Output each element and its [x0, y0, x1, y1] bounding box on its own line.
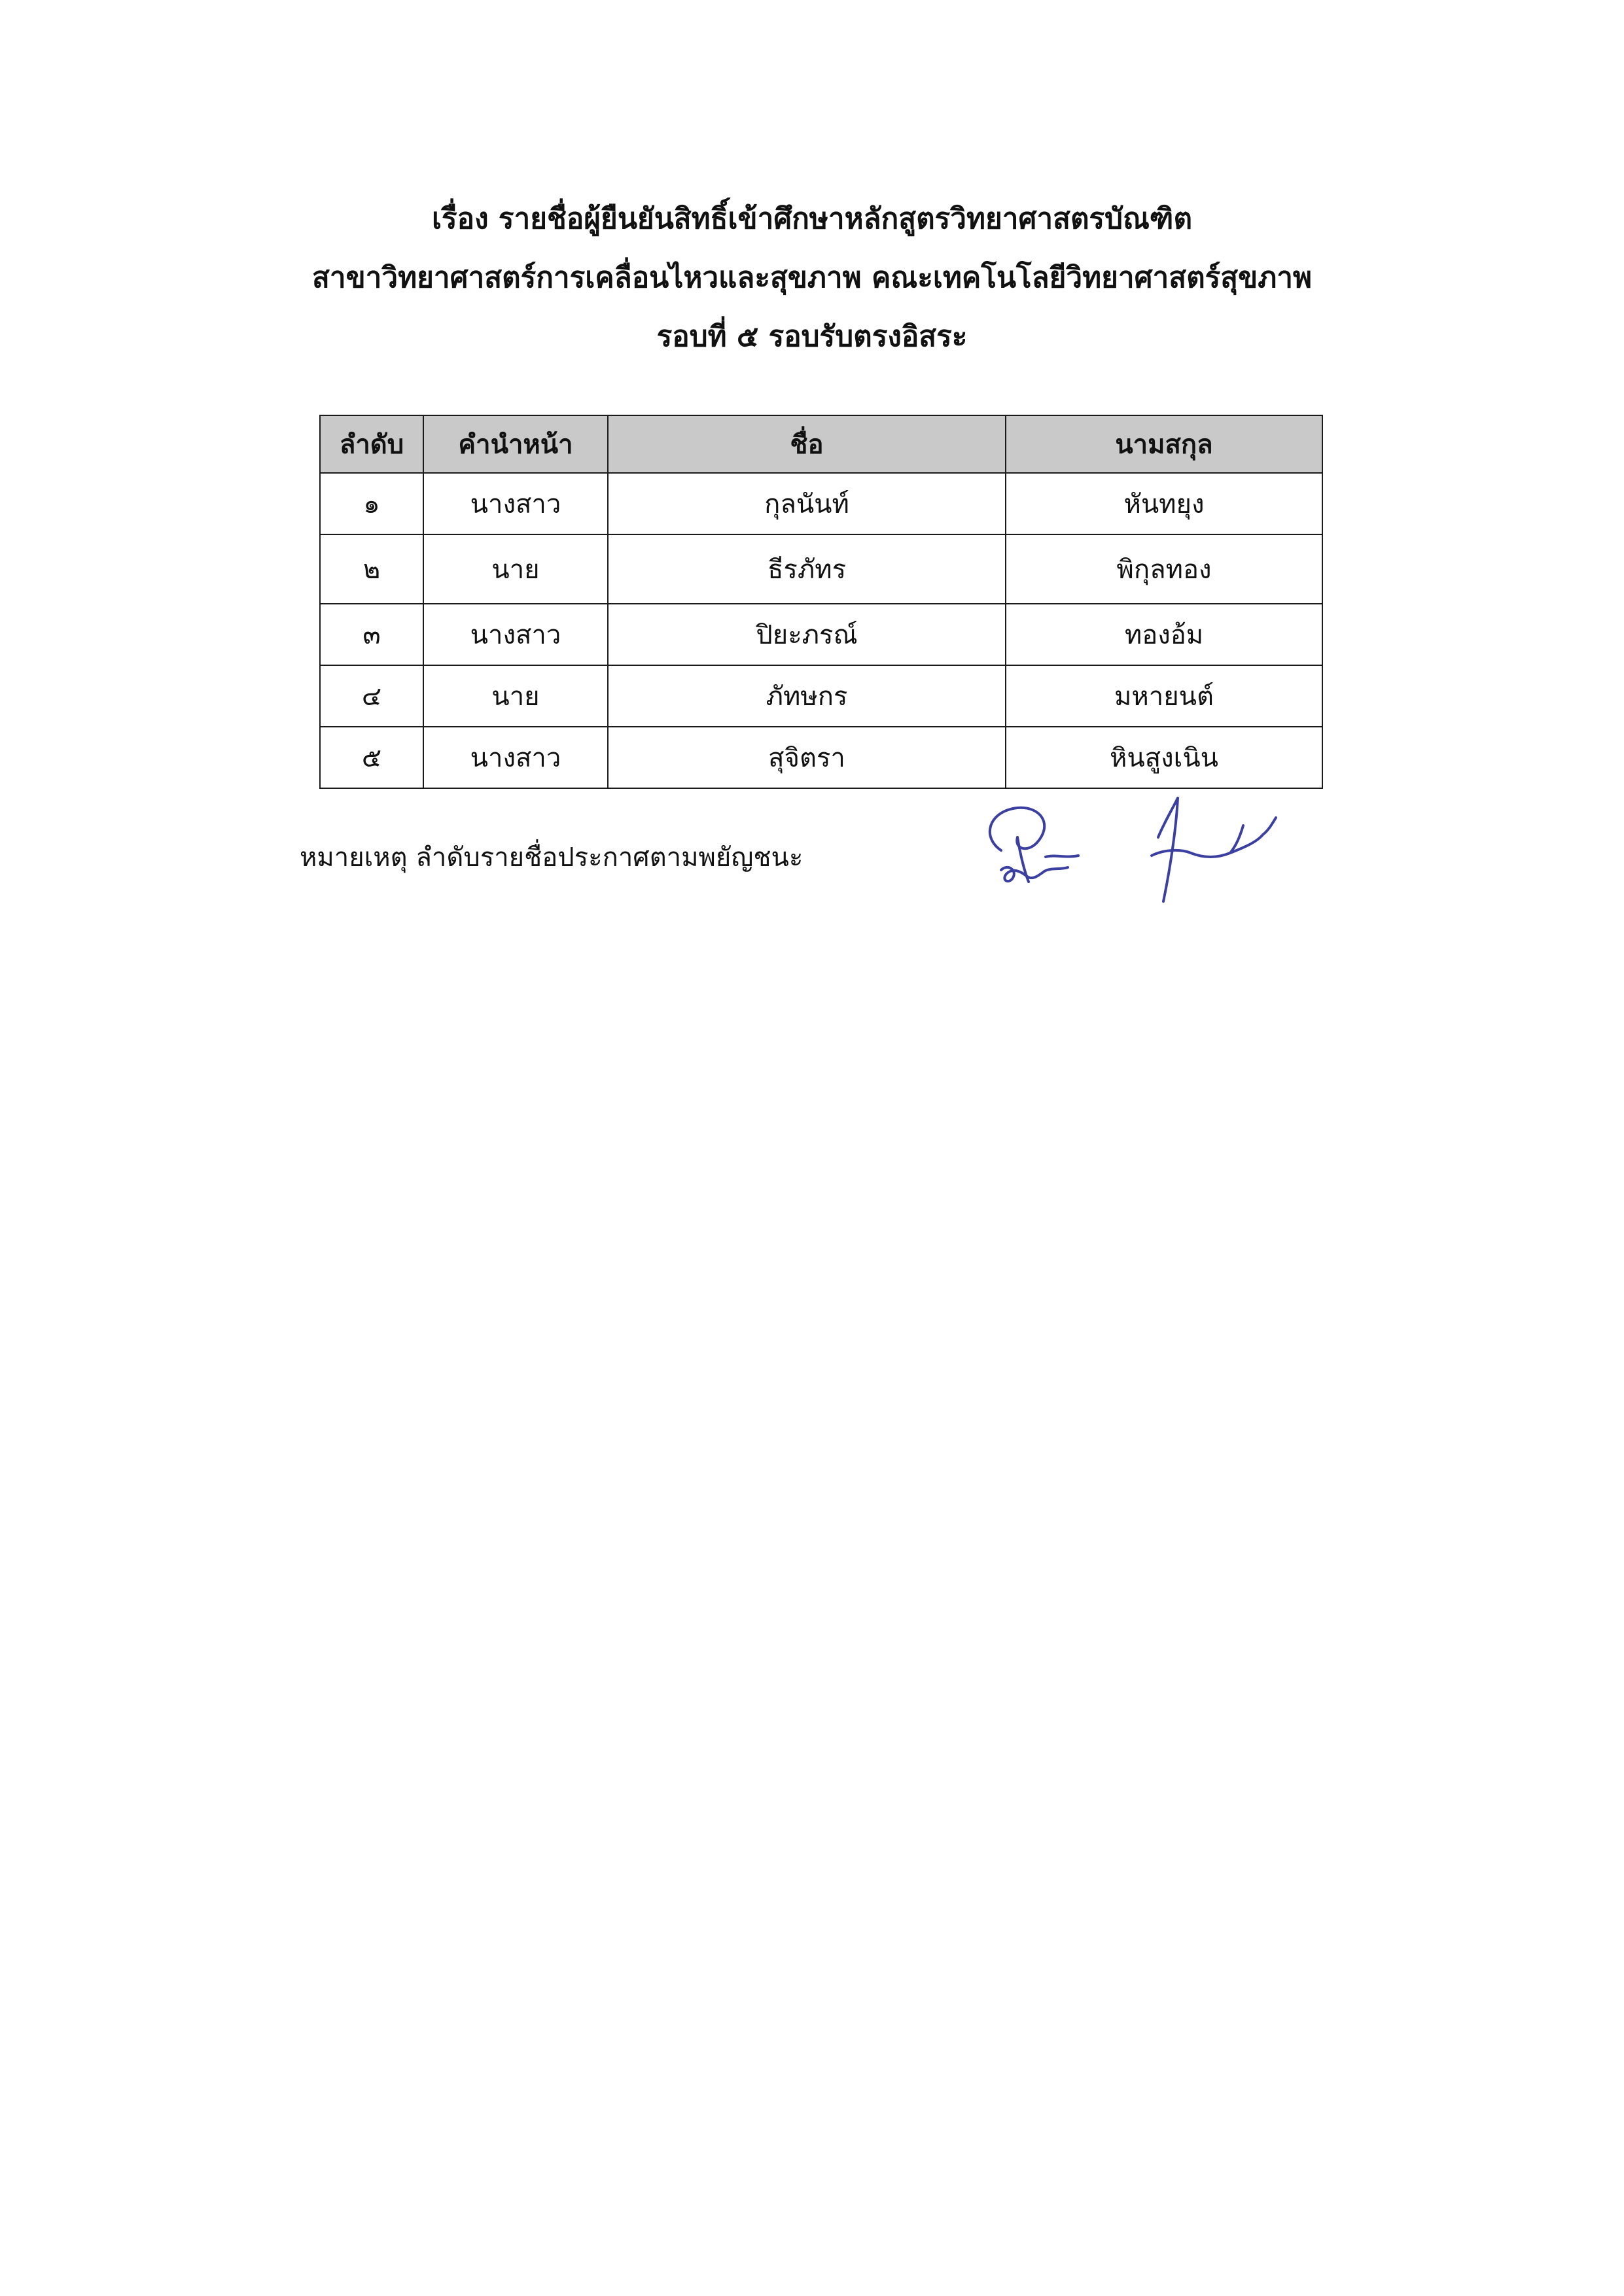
cell-order: ๓: [320, 604, 423, 665]
table-row: [320, 604, 1322, 665]
footnote: หมายเหตุ ลำดับรายชื่อประกาศตามพยัญชนะ: [300, 843, 803, 873]
cell-last-name: มหายนต์: [1006, 665, 1322, 727]
cell-prefix: นางสาว: [423, 604, 608, 665]
cell-prefix: นาย: [423, 665, 608, 727]
cell-prefix: นาย: [423, 534, 608, 604]
header-last-name: นามสกุล: [1006, 415, 1322, 473]
table-row: [320, 473, 1322, 534]
cell-prefix: นางสาว: [423, 473, 608, 534]
cell-order: ๒: [320, 534, 423, 604]
header-order: ลำดับ: [320, 415, 423, 473]
title-line-2: สาขาวิทยาศาสตร์การเคลื่อนไหวและสุขภาพ คณะเทคโนโลยีวิทยาศาสตร์สุขภาพ: [312, 261, 1312, 294]
handwritten-signature: [955, 772, 1322, 909]
cell-last-name: หันทยุง: [1006, 473, 1322, 534]
table-row: [320, 534, 1322, 604]
cell-first-name: ธีรภัทร: [608, 534, 1006, 604]
cell-first-name: กุลนันท์: [608, 473, 1006, 534]
cell-order: ๔: [320, 665, 423, 727]
cell-first-name: ปิยะภรณ์: [608, 604, 1006, 665]
cell-order: ๑: [320, 473, 423, 534]
cell-first-name: สุจิตรา: [608, 727, 1006, 788]
cell-last-name: หินสูงเนิน: [1006, 727, 1322, 788]
title-line-1: เรื่อง รายชื่อผู้ยืนยันสิทธิ์เข้าศึกษาหลักสูตรวิทยาศาสตรบัณฑิต: [431, 202, 1193, 235]
table-row: [320, 665, 1322, 727]
cell-last-name: ทองอ้ม: [1006, 604, 1322, 665]
cell-first-name: ภัทษกร: [608, 665, 1006, 727]
document-title: [0, 190, 1624, 366]
title-line-3: รอบที่ ๕ รอบรับตรงอิสระ: [656, 320, 968, 353]
table-header-row: [320, 415, 1322, 473]
name-list-table: [319, 415, 1323, 789]
header-prefix: คำนำหน้า: [423, 415, 608, 473]
cell-order: ๕: [320, 727, 423, 788]
header-first-name: ชื่อ: [608, 415, 1006, 473]
cell-last-name: พิกุลทอง: [1006, 534, 1322, 604]
cell-prefix: นางสาว: [423, 727, 608, 788]
